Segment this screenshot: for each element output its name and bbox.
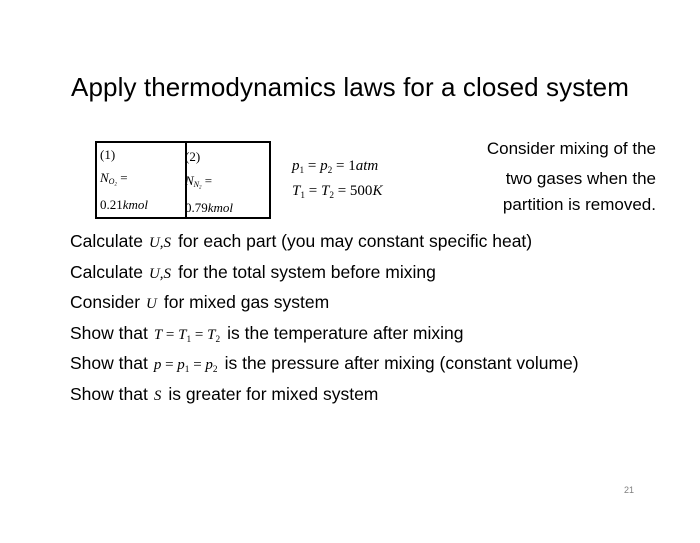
task-list — [70, 226, 579, 409]
page-number: 21 — [623, 485, 634, 495]
task-line: Show that $p = p_1 = p_2$ is the pressure after mixing (constant volume) — [70, 353, 579, 375]
task-line: Consider U for mixed gas system — [70, 292, 330, 312]
pressure-equation: $p_1 = p_2 = 1atm$ — [292, 158, 379, 176]
compartment-2-amount: 0.79kmol — [185, 200, 234, 215]
compartment-2-species: $N_{N_2}$ = — [185, 173, 213, 191]
task-line: Show that $T = T_1 = T_2$ is the temperature after mixing — [70, 322, 464, 345]
compartment-1-amount: 0.21kmol — [100, 197, 149, 212]
temperature-equation: $T_1 = T_2 = 500K$ — [292, 183, 383, 201]
task-line: Calculate U,S for the total system before mixing — [70, 261, 436, 282]
compartment-1-label: (1) — [100, 147, 116, 162]
compartment-1-species: $N_{O_2}$ = — [100, 170, 128, 188]
note-line-2: two gases when the — [505, 169, 656, 188]
mixing-note — [487, 136, 656, 218]
compartment-2-label: (2) — [185, 149, 201, 164]
note-line-1: Consider mixing of the — [486, 139, 656, 158]
partition-box — [95, 141, 271, 219]
slide-title: Apply thermodynamics laws for a closed system — [71, 72, 629, 102]
task-line: Calculate U,S for each part (you may constant specific heat) — [70, 231, 533, 251]
task-line: Show that S is greater for mixed system — [70, 383, 379, 404]
note-line-3: partition is removed. — [502, 195, 656, 214]
